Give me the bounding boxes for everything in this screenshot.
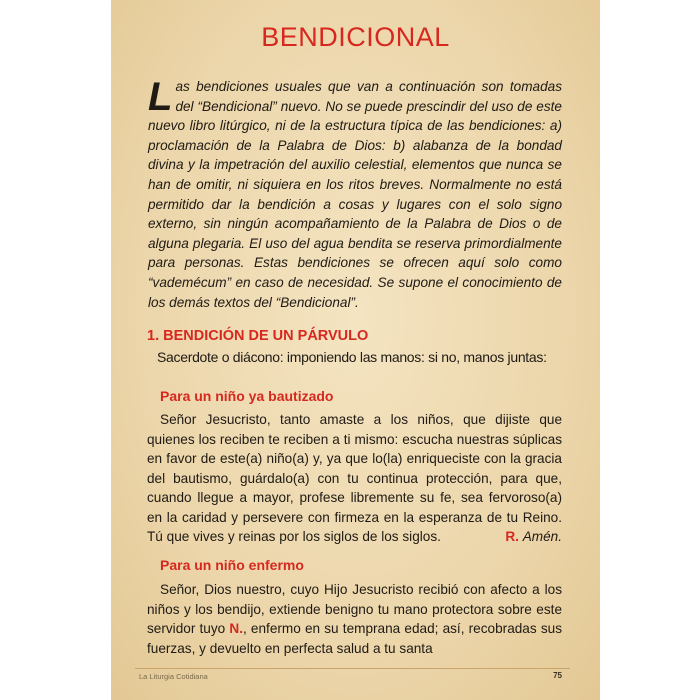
- footer-book-title: La Liturgia Cotidiana: [139, 672, 208, 681]
- page-title: BENDICIONAL: [261, 22, 450, 52]
- response-r: R.: [505, 529, 519, 544]
- baptized-prayer-text: Señor Jesucristo, tanto amaste a los niños, que dijiste que quienes los reciben te reciben a ti mismo: escucha nuestras súplicas en favor de este(a) niño(a) y, ya que lo(la) enriqueciste con la gracia del bautismo, guárdalo(a) con tu continua protección, para que, cuando llegue a mayor, profese libremente su fe, sea fervoroso(a) en la caridad y persevere con firmeza en la esperanza de tu Reino. Tú que vives y reinas por los siglos de los siglos.: [147, 412, 562, 544]
- sick-prayer-after: , enfermo en su temprana edad; así, recobradas sus fuerzas, y devuelto en perfecta salud a tu santa: [147, 621, 562, 656]
- intro-text: as bendiciones usuales que van a continuación son tomadas del “Bendicional” nuevo. No se puede prescindir del uso de este nuevo libro litúrgico, ni de la estructura típica de las bendiciones: a) proclamación de la Palabra de Dios: b) alabanza de la bondad divina y la impetración del auxilio celestial, elementos que nunca se han de omitir, ni siquiera en los ritos breves. Normalmente no está permitido dar la bendición a cosas y lugares con el solo signo externo, sin ningún acompañamiento de la Palabra de Dios o de alguna plegaria. El uso del agua bendita se reserva primordialmente para personas. Estas bendiciones se ofrecen aquí solo como “vademécum” en caso de necesidad. Se supone el conocimiento de los demás textos del “Bendicional”.: [148, 79, 562, 310]
- sick-prayer-before: Señor, Dios nuestro, cuyo Hijo Jesucristo recibió con afecto a los niños y los bendijo, extiende benigno tu mano protectora sobre este servidor tuyo: [147, 582, 562, 636]
- baptized-heading: Para un niño ya bautizado: [160, 388, 334, 404]
- page-number: 75: [553, 671, 562, 680]
- name-placeholder: N.: [229, 621, 243, 636]
- response: [492, 527, 562, 547]
- footer-divider: [135, 668, 570, 669]
- book-page: [111, 0, 600, 700]
- drop-cap: L: [148, 75, 173, 119]
- section-instruction: Sacerdote o diácono: imponiendo las manos: si no, manos juntas:: [157, 349, 547, 365]
- section-heading: 1. BENDICIÓN DE UN PÁRVULO: [147, 328, 369, 344]
- sick-prayer: [147, 580, 562, 658]
- sick-heading: Para un niño enfermo: [160, 557, 304, 573]
- baptized-prayer: [147, 410, 562, 547]
- intro-paragraph: [148, 77, 562, 312]
- response-amen: Amén.: [522, 529, 562, 544]
